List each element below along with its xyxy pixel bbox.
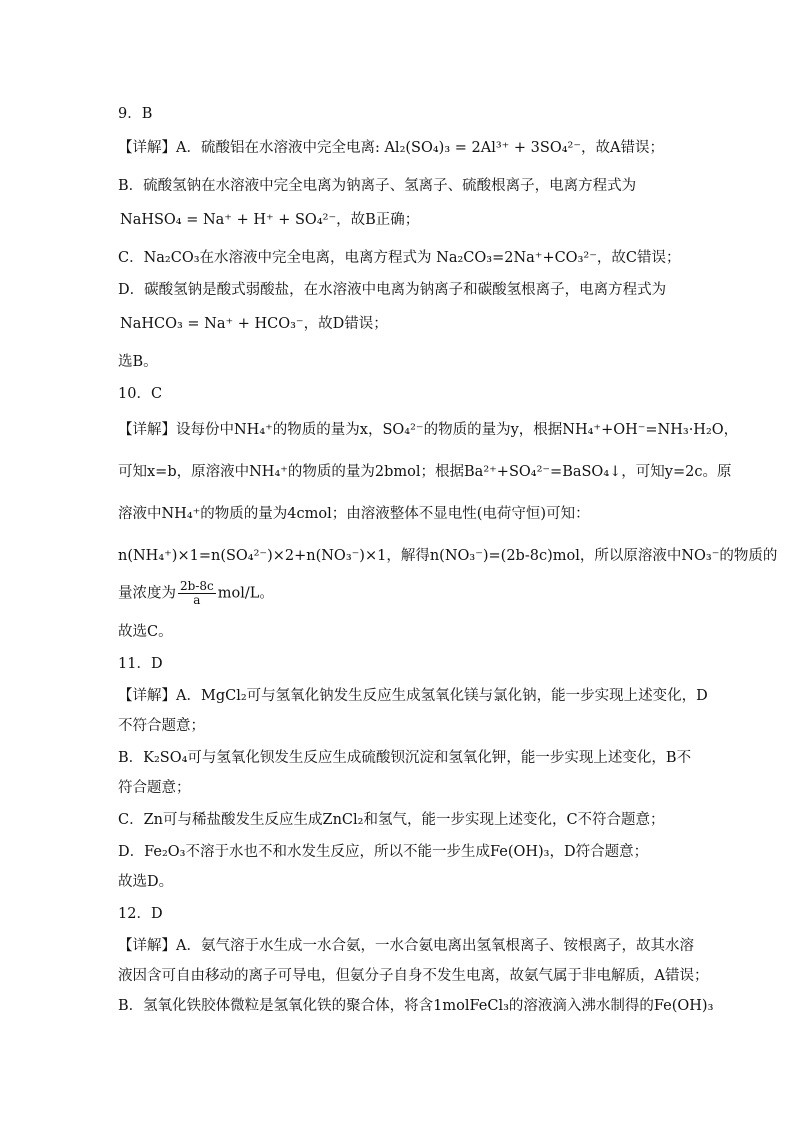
- answer-9-option-d: D．碳酸氢钠是酸式弱酸盐，在水溶液中电离为钠离子和碳酸氢根离子，电离方程式为: [118, 282, 667, 298]
- answer-10-line-5: [118, 580, 274, 607]
- answer-10-conclusion: 故选C。: [118, 624, 173, 640]
- answer-11-option-c: C．Zn可与稀盐酸发生反应生成ZnCl₂和氢气，能一步实现上述变化，C不符合题意；: [118, 812, 665, 828]
- answer-9-option-c: C．Na₂CO₃在水溶液中完全电离，电离方程式为 Na₂CO₃=2Na⁺+CO₃²⁻，故C错误；: [118, 250, 681, 266]
- answer-11-option-a-cont: 不符合题意；: [118, 718, 205, 734]
- answer-12-heading: 12．D: [118, 906, 163, 922]
- answer-9-option-a: 【详解】A．硫酸铝在水溶液中完全电离: Al₂(SO₄)₃ = 2Al³⁺ + 3SO₄²⁻，故A错误；: [118, 140, 664, 156]
- concentration-label: 量浓度为: [118, 585, 176, 602]
- answer-12-option-a-cont: 液因含可自由移动的离子可导电，但氨分子自身不发生电离，故氨气属于非电解质，A错误；: [118, 968, 709, 984]
- concentration-unit: mol/L。: [217, 585, 274, 602]
- answer-10-heading: 10．C: [118, 386, 163, 402]
- fraction-numerator: 2b-8c: [180, 579, 214, 593]
- answer-10-line-2: 可知x=b，原溶液中NH₄⁺的物质的量为2bmol；根据Ba²⁺+SO₄²⁻=BaSO₄↓，可知y=2c。原: [118, 464, 732, 480]
- answer-9-option-b-equation: NaHSO₄ = Na⁺ + H⁺ + SO₄²⁻，故B正确；: [120, 212, 420, 228]
- answer-12-option-a: 【详解】A．氨气溶于水生成一水合氨，一水合氨电离出氢氧根离子、铵根离子，故其水溶: [118, 938, 694, 954]
- answer-11-heading: 11．D: [118, 656, 163, 672]
- answer-9-conclusion: 选B。: [118, 354, 158, 370]
- answer-11-option-d: D．Fe₂O₃不溶于水也不和水发生反应，所以不能一步生成Fe(OH)₃，D符合题意；: [118, 844, 649, 860]
- fraction-denominator: a: [193, 593, 201, 607]
- answer-11-option-b: B．K₂SO₄可与氢氧化钡发生反应生成硫酸钡沉淀和氢氧化钾，能一步实现上述变化，B不: [118, 750, 692, 766]
- answer-11-option-b-cont: 符合题意；: [118, 780, 191, 796]
- answer-10-line-4: n(NH₄⁺)×1=n(SO₄²⁻)×2+n(NO₃⁻)×1，解得n(NO₃⁻)=(2b-8c)mol，所以原溶液中NO₃⁻的物质的: [118, 548, 778, 564]
- answer-10-line-3: 溶液中NH₄⁺的物质的量为4cmol；由溶液整体不显电性(电荷守恒)可知：: [118, 506, 590, 522]
- answer-10-line-1: 【详解】设每份中NH₄⁺的物质的量为x，SO₄²⁻的物质的量为y，根据NH₄⁺+OH⁻=NH₃·H₂O，: [118, 422, 739, 438]
- answer-12-option-b: B．氢氧化铁胶体微粒是氢氧化铁的聚合体，将含1molFeCl₃的溶液滴入沸水制得的Fe(OH)₃: [118, 998, 714, 1014]
- answer-9-option-b: B．硫酸氢钠在水溶液中完全电离为钠离子、氢离子、硫酸根离子，电离方程式为: [118, 178, 637, 194]
- answer-9-option-d-equation: NaHCO₃ = Na⁺ + HCO₃⁻，故D错误；: [120, 316, 388, 332]
- concentration-fraction: [178, 580, 216, 607]
- answer-11-option-a: 【详解】A．MgCl₂可与氢氧化钠发生反应生成氢氧化镁与氯化钠，能一步实现上述变化，D: [118, 688, 708, 704]
- answer-11-conclusion: 故选D。: [118, 874, 174, 890]
- answer-9-heading: 9．B: [118, 106, 153, 122]
